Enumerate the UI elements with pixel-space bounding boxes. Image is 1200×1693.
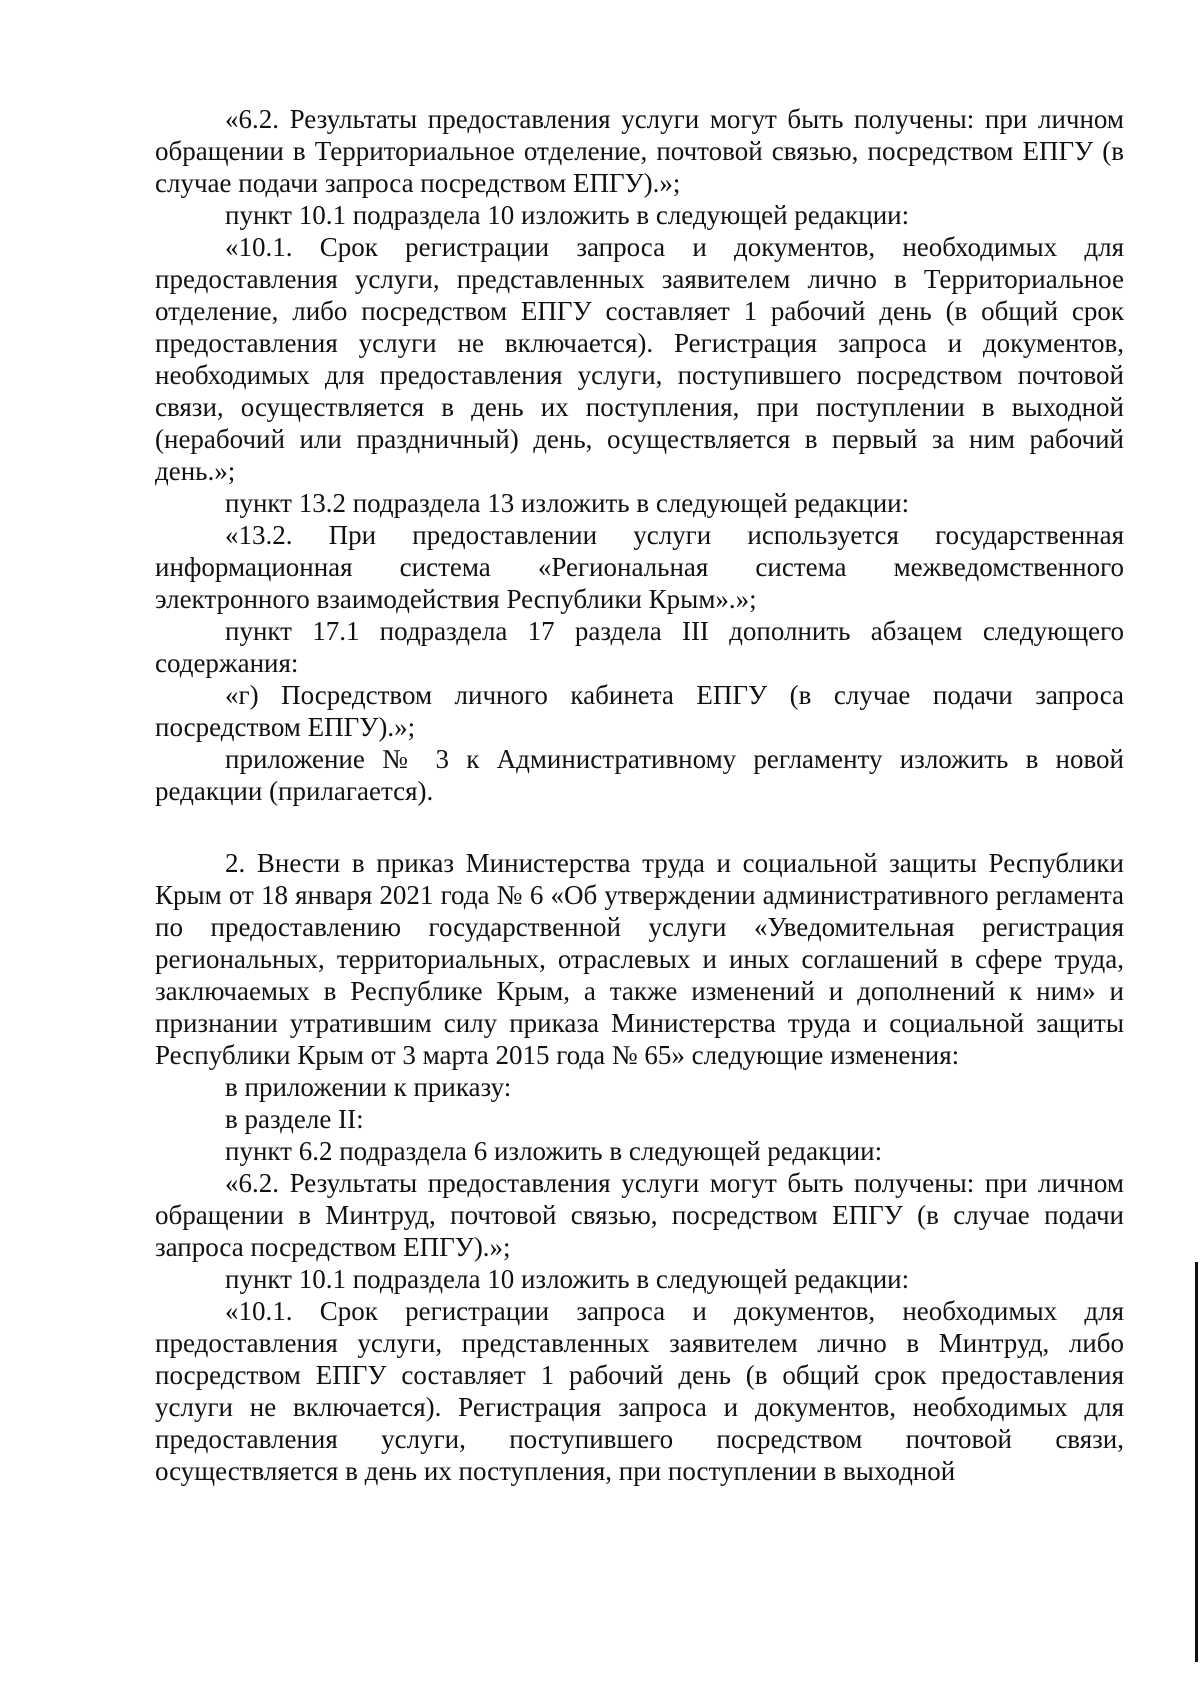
paragraph-instruction-6-2: пункт 6.2 подраздела 6 изложить в следующей редакции:: [225, 1136, 883, 1166]
scan-edge-line: [1195, 1262, 1198, 1662]
paragraph-result-6-2-mintrud: «6.2. Результаты предоставления услуги могут быть получены: при личном обращении в Минтруд, почтовой связью, посредством ЕПГУ (в случае подачи запроса посредством ЕПГУ).»;: [155, 1168, 1124, 1262]
paragraph-item-g: «г) Посредством личного кабинета ЕПГУ (в случае подачи запроса посредством ЕПГУ).»;: [155, 680, 1124, 742]
paragraph-instruction-10-1: пункт 10.1 подраздела 10 изложить в следующей редакции:: [225, 200, 910, 230]
paragraph-item-2-amend-order: 2. Внести в приказ Министерства труда и социальной защиты Республики Крым от 18 января 2021 года № 6 «Об утверждении административного регламента по предоставлению государственной услуги «Уведомительная регистрация региональных, территориальных, отраслевых и иных соглашений в сфере труда, заключаемых в Республике Крым, а также изменений и дополнений к ним» и признании утратившим силу приказа Министерства труда и социальной защиты Республики Крым от 3 марта 2015 года № 65» следующие изменения:: [155, 848, 1124, 1070]
document-body: [155, 103, 1124, 1487]
paragraph-instruction-17-1: пункт 17.1 подраздела 17 раздела III дополнить абзацем следующего содержания:: [155, 616, 1124, 678]
paragraph-result-6-2-territorial: «6.2. Результаты предоставления услуги могут быть получены: при личном обращении в Территориальное отделение, почтовой связью, посредством ЕПГУ (в случае подачи запроса посредством ЕПГУ).»;: [155, 104, 1124, 198]
paragraph-in-section-2: в разделе II:: [225, 1104, 364, 1134]
paragraph-in-appendix: в приложении к приказу:: [225, 1072, 512, 1102]
section-gap: [155, 807, 1124, 847]
paragraph-instruction-10-1-second: пункт 10.1 подраздела 10 изложить в следующей редакции:: [225, 1264, 910, 1294]
paragraph-instruction-13-2: пункт 13.2 подраздела 13 изложить в следующей редакции:: [225, 488, 910, 518]
paragraph-term-10-1-mintrud: «10.1. Срок регистрации запроса и документов, необходимых для предоставления услуги, представленных заявителем лично в Минтруд, либо посредством ЕПГУ составляет 1 рабочий день (в общий срок предоставления услуги не включается). Регистрация запроса и документов, необходимых для предоставления услуги, поступившего посредством почтовой связи, осуществляется в день их поступления, при поступлении в выходной: [155, 1296, 1124, 1486]
paragraph-appendix-3: приложение № 3 к Административному регламенту изложить в новой редакции (прилагается).: [155, 744, 1124, 806]
paragraph-system-13-2: «13.2. При предоставлении услуги используется государственная информационная система «Региональная система межведомственного электронного взаимодействия Республики Крым».»;: [155, 520, 1124, 614]
paragraph-term-10-1-territorial: «10.1. Срок регистрации запроса и документов, необходимых для предоставления услуги, представленных заявителем лично в Территориальное отделение, либо посредством ЕПГУ составляет 1 рабочий день (в общий срок предоставления услуги не включается). Регистрация запроса и документов, необходимых для предоставления услуги, поступившего посредством почтовой связи, осуществляется в день их поступления, при поступлении в выходной (нерабочий или праздничный) день, осуществляется в первый за ним рабочий день.»;: [155, 232, 1124, 486]
